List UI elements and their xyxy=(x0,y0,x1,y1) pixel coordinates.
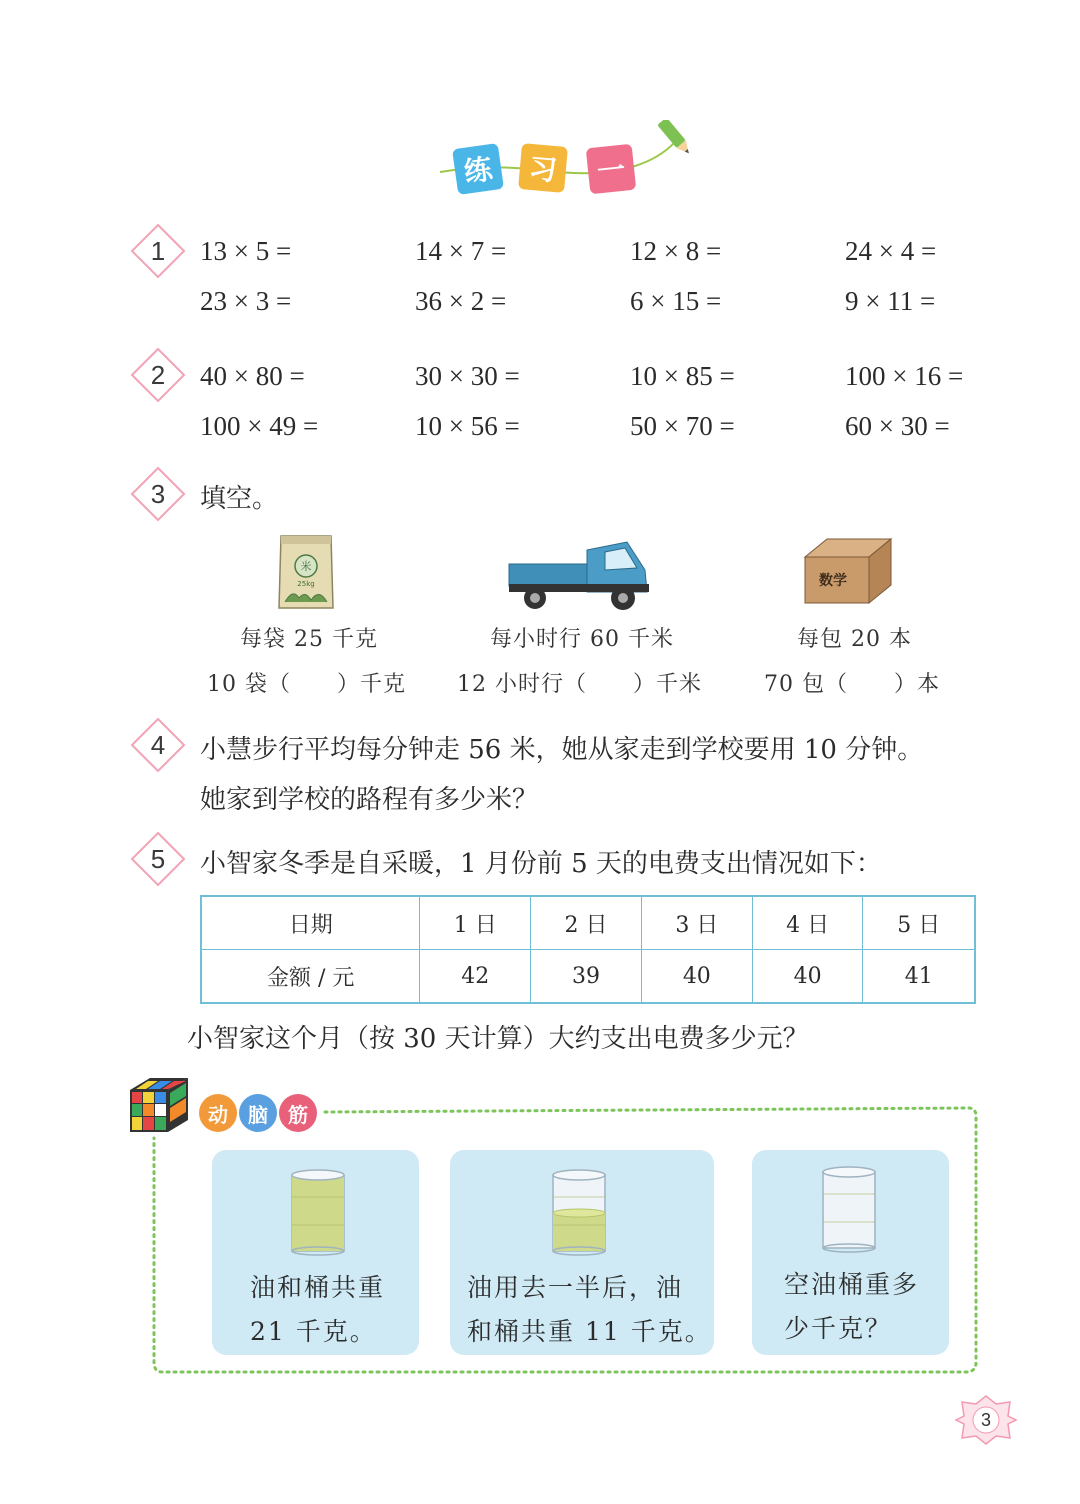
expr-q2-r1-c3: 10 × 85 = xyxy=(630,361,735,391)
svg-text:数学: 数学 xyxy=(819,573,847,589)
page-number-badge xyxy=(952,1392,1020,1448)
brain-card-3-line-1: 空油桶重多 xyxy=(784,1270,920,1299)
electricity-fee-table xyxy=(200,895,976,1004)
brain-card-3-text xyxy=(784,1263,919,1351)
brain-card-2-line-2: 和桶共重 11 千克。 xyxy=(467,1317,712,1346)
question-5-question: 小智家这个月（按 30 天计算）大约支出电费多少元？ xyxy=(187,1024,809,1054)
expr-q2-r1-c2: 30 × 30 = xyxy=(415,361,520,391)
table-header-row xyxy=(201,896,975,950)
brain-card-1-line-2: 21 千克。 xyxy=(250,1317,377,1346)
full-oil-barrel-icon xyxy=(288,1167,348,1257)
question-3-title: 填空。 xyxy=(200,484,279,514)
question-2-number: 2 xyxy=(150,359,166,390)
book-package-icon xyxy=(803,537,895,605)
table-cell: 1 日 xyxy=(420,896,531,950)
question-5-marker xyxy=(130,831,186,887)
svg-text:米: 米 xyxy=(300,560,312,573)
expr-q2-r1-c4: 100 × 16 = xyxy=(845,361,964,391)
question-5-intro: 小智家冬季是自采暖，1 月份前 5 天的电费支出情况如下： xyxy=(200,849,882,879)
header-tile-3: 一 xyxy=(586,144,637,195)
question-4-marker xyxy=(130,717,186,773)
header-tile-1: 练 xyxy=(452,143,504,195)
q3-caption-1: 每袋 25 千克 xyxy=(240,627,378,652)
header-tile-2: 习 xyxy=(518,143,568,193)
table-cell: 2 日 xyxy=(531,896,642,950)
expr-q1-r1-c3: 12 × 8 = xyxy=(630,236,722,266)
q3-blank-2[interactable]: 12 小时行（ ）千米 xyxy=(457,672,702,697)
brain-title-char-2: 脑 xyxy=(239,1094,277,1132)
brain-card-2-text xyxy=(467,1266,712,1354)
expr-q2-r2-c2: 10 × 56 = xyxy=(415,411,520,441)
q3-caption-3: 每包 20 本 xyxy=(797,627,912,652)
brain-card-2-line-1: 油用去一半后，油 xyxy=(467,1273,684,1302)
expr-q2-r2-c1: 100 × 49 = xyxy=(200,411,319,441)
expr-q1-r2-c1: 23 × 3 = xyxy=(200,286,292,316)
page-number: 3 xyxy=(980,1409,991,1430)
rice-bag-icon xyxy=(275,532,337,612)
question-1-number: 1 xyxy=(150,235,166,266)
q3-blank-1[interactable]: 10 袋（ ）千克 xyxy=(207,672,406,697)
table-cell: 3 日 xyxy=(641,896,752,950)
expr-q1-r1-c1: 13 × 5 = xyxy=(200,236,292,266)
question-1-marker xyxy=(130,223,186,279)
svg-text:25kg: 25kg xyxy=(297,580,315,588)
table-cell: 40 xyxy=(641,950,752,1004)
question-4-line-2: 她家到学校的路程有多少米？ xyxy=(200,785,539,815)
question-3-number: 3 xyxy=(150,478,166,509)
brain-card-3-line-2: 少千克？ xyxy=(784,1314,893,1343)
table-cell: 金额 / 元 xyxy=(201,950,420,1004)
expr-q2-r2-c3: 50 × 70 = xyxy=(630,411,735,441)
empty-oil-barrel-icon xyxy=(819,1164,879,1254)
expr-q1-r1-c4: 24 × 4 = xyxy=(845,236,937,266)
table-row xyxy=(201,950,975,1004)
brain-title-char-3: 筋 xyxy=(279,1094,317,1132)
q3-blank-3[interactable]: 70 包（ ）本 xyxy=(764,672,940,697)
table-cell: 41 xyxy=(863,950,975,1004)
question-2-marker xyxy=(130,347,186,403)
question-4-line-1: 小慧步行平均每分钟走 56 米，她从家走到学校要用 10 分钟。 xyxy=(200,735,924,765)
question-4-number: 4 xyxy=(150,729,166,760)
table-cell: 39 xyxy=(531,950,642,1004)
expr-q1-r2-c4: 9 × 11 = xyxy=(845,286,936,316)
half-oil-barrel-icon xyxy=(549,1167,609,1257)
brain-title-char-1: 动 xyxy=(199,1094,237,1132)
expr-q1-r2-c3: 6 × 15 = xyxy=(630,286,722,316)
truck-icon xyxy=(505,536,655,614)
table-cell: 日期 xyxy=(201,896,420,950)
rubiks-cube-icon xyxy=(128,1076,190,1134)
brain-card-1-line-1: 油和桶共重 xyxy=(250,1273,386,1302)
table-cell: 5 日 xyxy=(863,896,975,950)
expr-q1-r1-c2: 14 × 7 = xyxy=(415,236,507,266)
expr-q2-r1-c1: 40 × 80 = xyxy=(200,361,305,391)
q3-caption-2: 每小时行 60 千米 xyxy=(490,627,674,652)
expr-q2-r2-c4: 60 × 30 = xyxy=(845,411,950,441)
expr-q1-r2-c2: 36 × 2 = xyxy=(415,286,507,316)
question-5-number: 5 xyxy=(150,843,166,874)
table-cell: 42 xyxy=(420,950,531,1004)
question-3-marker xyxy=(130,466,186,522)
table-cell: 40 xyxy=(752,950,863,1004)
table-cell: 4 日 xyxy=(752,896,863,950)
brain-card-1-text xyxy=(250,1266,385,1354)
